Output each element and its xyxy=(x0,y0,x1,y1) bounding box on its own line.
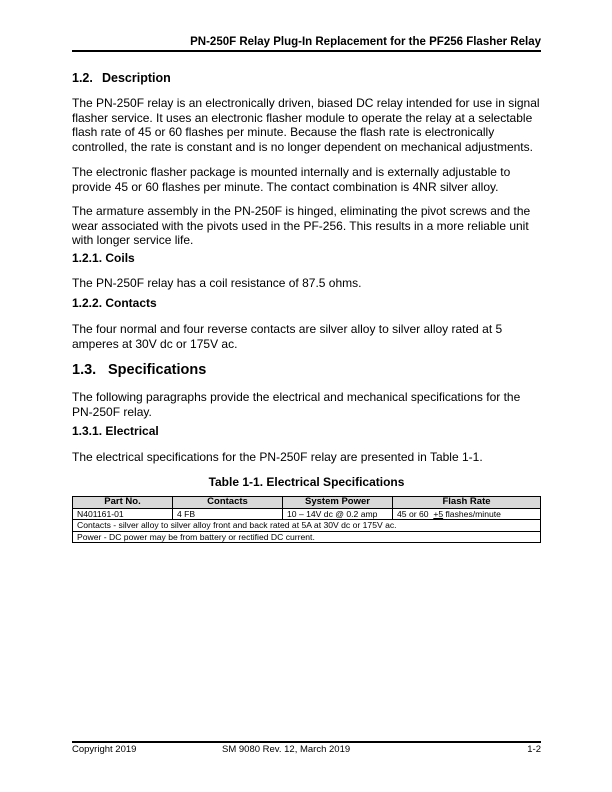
footer-copyright: Copyright 2019 xyxy=(72,744,137,755)
footer-rule xyxy=(72,741,541,743)
note-power: Power - DC power may be from battery or rectified DC current. xyxy=(73,531,541,543)
col-part-no: Part No. xyxy=(73,497,173,509)
coils-text: The PN-250F relay has a coil resistance of 87.5 ohms. xyxy=(72,276,362,290)
table-caption: Table 1-1. Electrical Specifications xyxy=(208,475,405,489)
description-para-3: The armature assembly in the PN-250F is hinged, eliminating the pivot screws and the wear associated with the pivots used in the PF-256. This results in a more reliable unit with longer service life. xyxy=(72,204,531,248)
contacts-text: The four normal and four reverse contacts are silver alloy to silver alloy rated at 5 amperes at 30V dc or 175V ac. xyxy=(72,322,503,351)
cell-system-power: 10 – 14V dc @ 0.2 amp xyxy=(283,508,393,520)
section-1-3-1-heading: 1.3.1. Electrical xyxy=(72,424,159,438)
description-para-2: The electronic flasher package is mounted internally and is externally adjustable to provide 45 or 60 flashes per minute. The contact combination is 4NR silver alloy. xyxy=(72,165,511,194)
table-row xyxy=(73,508,541,520)
cell-contacts: 4 FB xyxy=(173,508,283,520)
cell-part-no: N401161-01 xyxy=(73,508,173,520)
section-1-3-heading: 1.3. Specifications xyxy=(72,362,207,378)
table-note-row xyxy=(73,520,541,532)
table-note-row xyxy=(73,531,541,543)
col-contacts: Contacts xyxy=(173,497,283,509)
electrical-text: The electrical specifications for the PN-250F relay are presented in Table 1-1. xyxy=(72,450,483,464)
section-1-2-2-heading: 1.2.2. Contacts xyxy=(72,296,157,310)
description-para-1: The PN-250F relay is an electronically driven, biased DC relay intended for use in signal flasher service. It uses an electronic flasher module to operate the relay at a selectable flash rate of 45 or 60 flashes per minute. Because the flash rate is electronically controlled, the rate is constant and is no longer dependent on mechanical adjustments. xyxy=(72,96,540,154)
section-1-2-1-heading: 1.2.1. Coils xyxy=(72,251,135,265)
col-system-power: System Power xyxy=(283,497,393,509)
col-flash-rate: Flash Rate xyxy=(393,497,541,509)
note-contacts: Contacts - silver alloy to silver alloy front and back rated at 5A at 30V dc or 175V ac. xyxy=(73,520,541,532)
running-header: PN-250F Relay Plug-In Replacement for the PF256 Flasher Relay xyxy=(190,36,541,48)
electrical-specifications-table xyxy=(72,496,541,543)
header-rule xyxy=(72,50,541,52)
specifications-text: The following paragraphs provide the electrical and mechanical specifications for the PN-250F relay. xyxy=(72,390,521,419)
page-number: 1-2 xyxy=(527,744,541,755)
footer-doc-rev: SM 9080 Rev. 12, March 2019 xyxy=(222,744,351,755)
cell-flash-rate: 45 or 60 +5 flashes/minute xyxy=(393,508,541,520)
table-header-row xyxy=(73,497,541,509)
section-1-2-heading: 1.2. Description xyxy=(72,71,171,85)
